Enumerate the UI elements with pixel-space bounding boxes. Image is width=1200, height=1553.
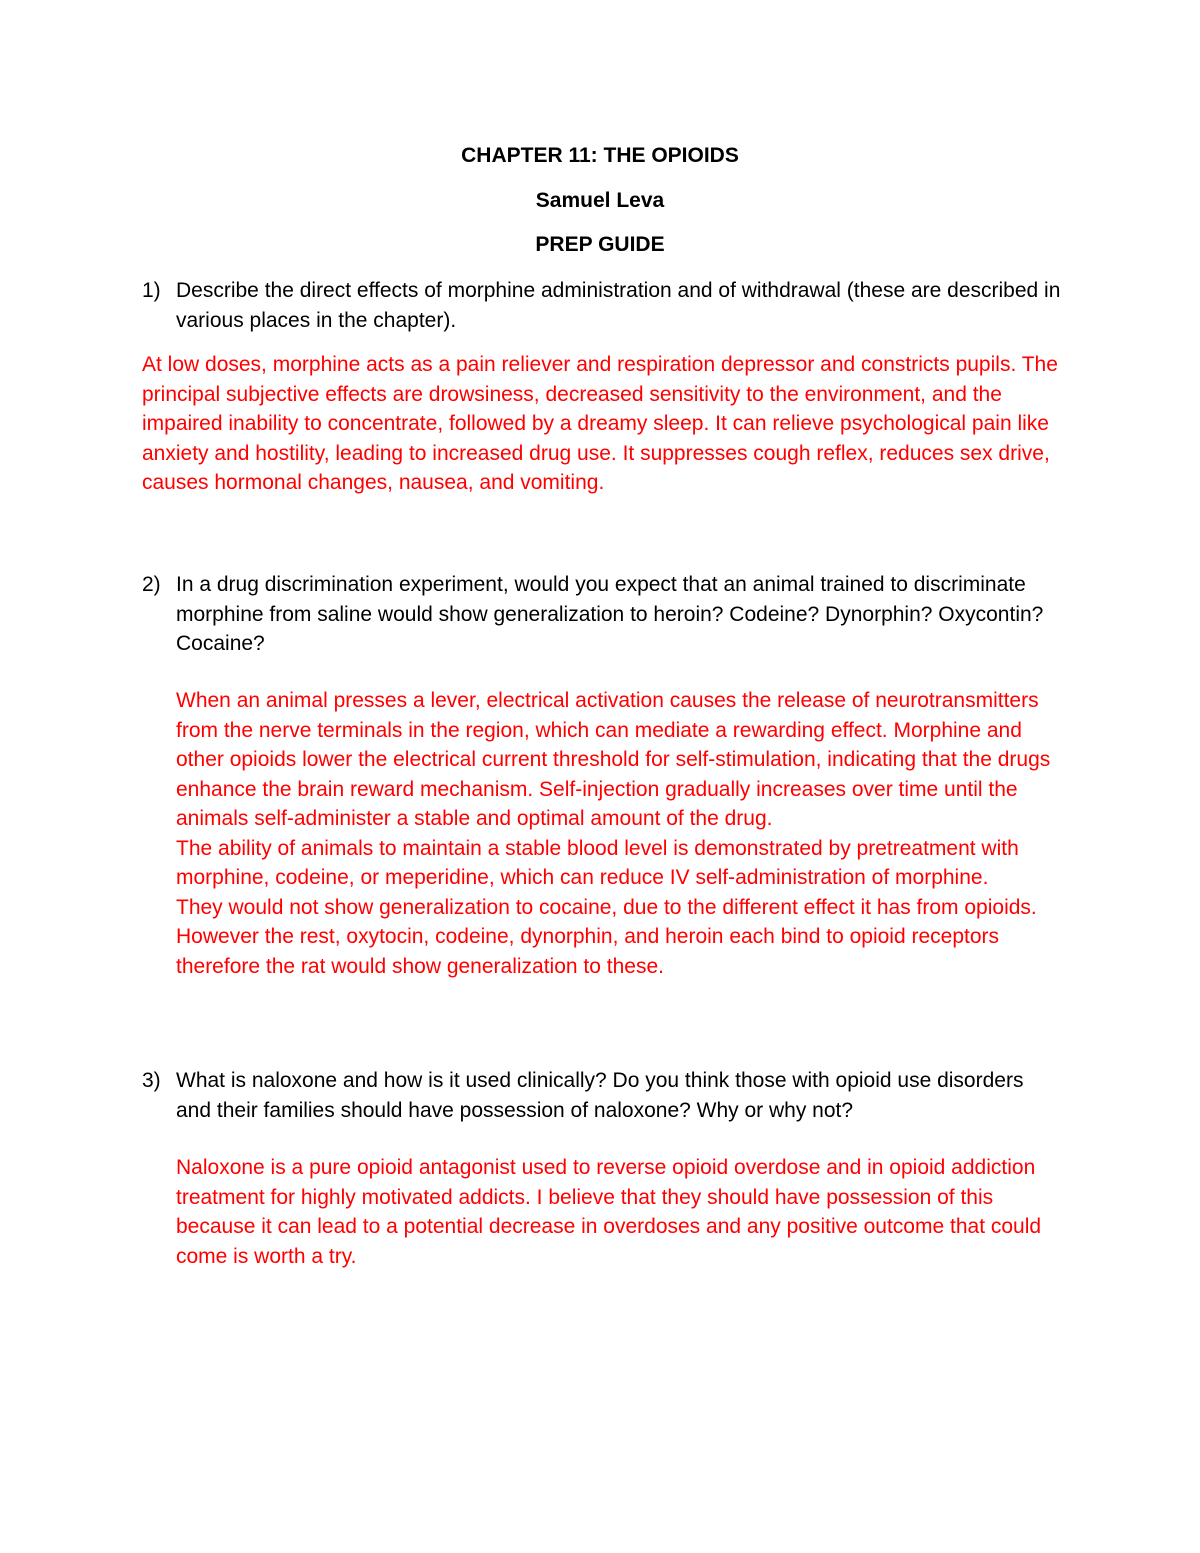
question-2 — [142, 570, 1062, 659]
answer-3 — [176, 1153, 1062, 1271]
question-number: 1) — [142, 279, 161, 302]
question-text: What is naloxone and how is it used clinically? Do you think those with opioid use disorders and their families should have possession of naloxone? Why or why not? — [176, 1069, 1024, 1122]
question-text: In a drug discrimination experiment, would you expect that an animal trained to discriminate morphine from saline would show generalization to heroin? Codeine? Dynorphin? Oxycontin? Cocaine? — [176, 573, 1044, 655]
answer-paragraph: At low doses, morphine acts as a pain reliever and respiration depressor and constricts pupils. The principal subjective effects are drowsiness, decreased sensitivity to the environment, and the impaired inability to concentrate, followed by a dreamy sleep. It can relieve psychological pain like anxiety and hostility, leading to increased drug use. It suppresses cough reflex, reduces sex drive, causes hormonal changes, nausea, and vomiting. — [142, 353, 1058, 494]
answer-1 — [142, 350, 1062, 498]
prep-guide-heading: PREP GUIDE — [535, 233, 665, 256]
answer-2 — [176, 686, 1062, 981]
question-text: Describe the direct effects of morphine administration and of withdrawal (these are described in various places in the chapter). — [176, 279, 1061, 332]
question-1 — [142, 276, 1062, 335]
answer-paragraph: They would not show generalization to cocaine, due to the different effect it has from opioids. However the rest, oxytocin, codeine, dynorphin, and heroin each bind to opioid receptors therefore the rat would show generalization to these. — [176, 895, 1037, 978]
answer-paragraph: When an animal presses a lever, electrical activation causes the release of neurotransmitters from the nerve terminals in the region, which can mediate a rewarding effect. Morphine and other opioids lower the electrical current threshold for self-stimulation, indicating that the drugs enhance the brain reward mechanism. Self-injection gradually increases over time until the animals self-administer a stable and optimal amount of the drug. — [176, 689, 1051, 830]
question-3 — [142, 1066, 1062, 1125]
answer-paragraph: Naloxone is a pure opioid antagonist used to reverse opioid overdose and in opioid addiction treatment for highly motivated addicts. I believe that they should have possession of this because it can lead to a potential decrease in overdoses and any positive outcome that could come is worth a try. — [176, 1156, 1042, 1268]
author-name: Samuel Leva — [535, 189, 665, 212]
chapter-title: CHAPTER 11: THE OPIOIDS — [461, 144, 739, 167]
question-number: 2) — [142, 573, 161, 596]
question-number: 3) — [142, 1069, 161, 1092]
answer-paragraph: The ability of animals to maintain a stable blood level is demonstrated by pretreatment with morphine, codeine, or meperidine, which can reduce IV self-administration of morphine. — [176, 836, 1019, 889]
